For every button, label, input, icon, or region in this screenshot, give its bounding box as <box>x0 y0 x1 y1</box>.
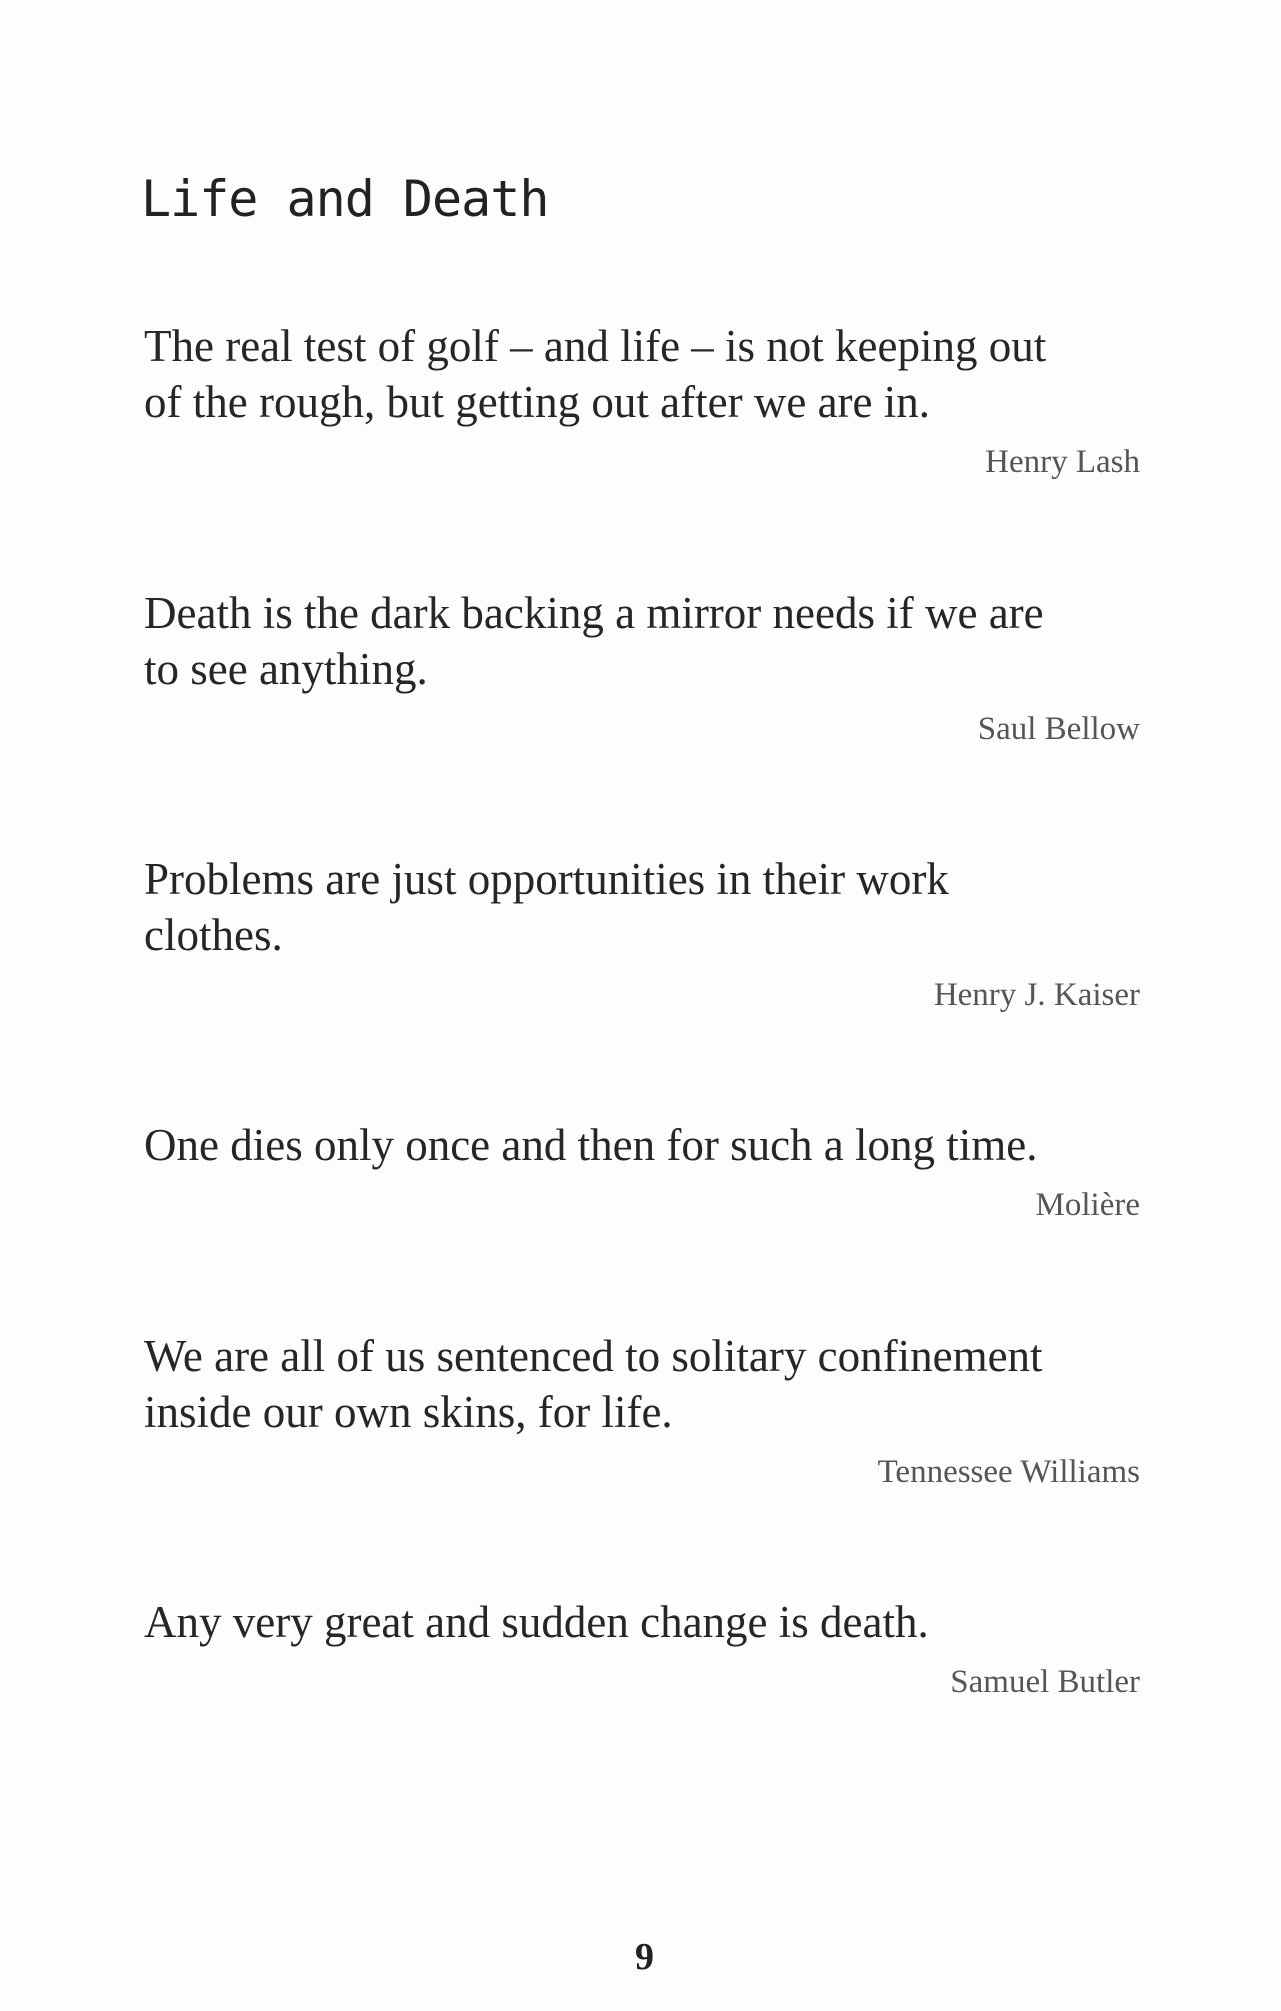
quote-author: Samuel Butler <box>950 1664 1140 1700</box>
quote-line: We are all of us sentenced to solitary confinement <box>144 1331 1043 1381</box>
page-title: Life and Death <box>141 170 549 228</box>
quote-text <box>144 1117 1140 1173</box>
quote-samuel-butler <box>144 1594 1140 1701</box>
quote-line: Problems are just opportunities in their work <box>144 854 949 904</box>
quote-author: Saul Bellow <box>977 711 1140 747</box>
quote-author: Henry Lash <box>985 444 1140 480</box>
quote-line: clothes. <box>144 910 283 960</box>
quote-text <box>144 318 1140 430</box>
quote-text <box>144 1594 1140 1650</box>
quote-henry-kaiser <box>144 851 1140 1014</box>
quote-tennessee-williams <box>144 1328 1140 1491</box>
quote-moliere <box>144 1117 1140 1224</box>
quote-text <box>144 851 1140 963</box>
quote-author: Molière <box>1035 1187 1140 1223</box>
page-number: 9 <box>635 1936 654 1978</box>
quote-text <box>144 585 1140 697</box>
quote-author: Tennessee Williams <box>877 1454 1140 1490</box>
quote-line: inside our own skins, for life. <box>144 1387 673 1437</box>
quote-author: Henry J. Kaiser <box>933 977 1140 1013</box>
quote-line: Death is the dark backing a mirror needs if we are <box>144 588 1044 638</box>
quote-line: Any very great and sudden change is death. <box>144 1597 929 1647</box>
quote-line: to see anything. <box>144 644 428 694</box>
quote-henry-lash <box>144 318 1140 481</box>
quote-text <box>144 1328 1140 1440</box>
quote-line: One dies only once and then for such a long time. <box>144 1120 1038 1170</box>
quote-line: The real test of golf – and life – is not keeping out <box>144 321 1047 371</box>
quote-saul-bellow <box>144 585 1140 748</box>
quote-line: of the rough, but getting out after we are in. <box>144 377 931 427</box>
